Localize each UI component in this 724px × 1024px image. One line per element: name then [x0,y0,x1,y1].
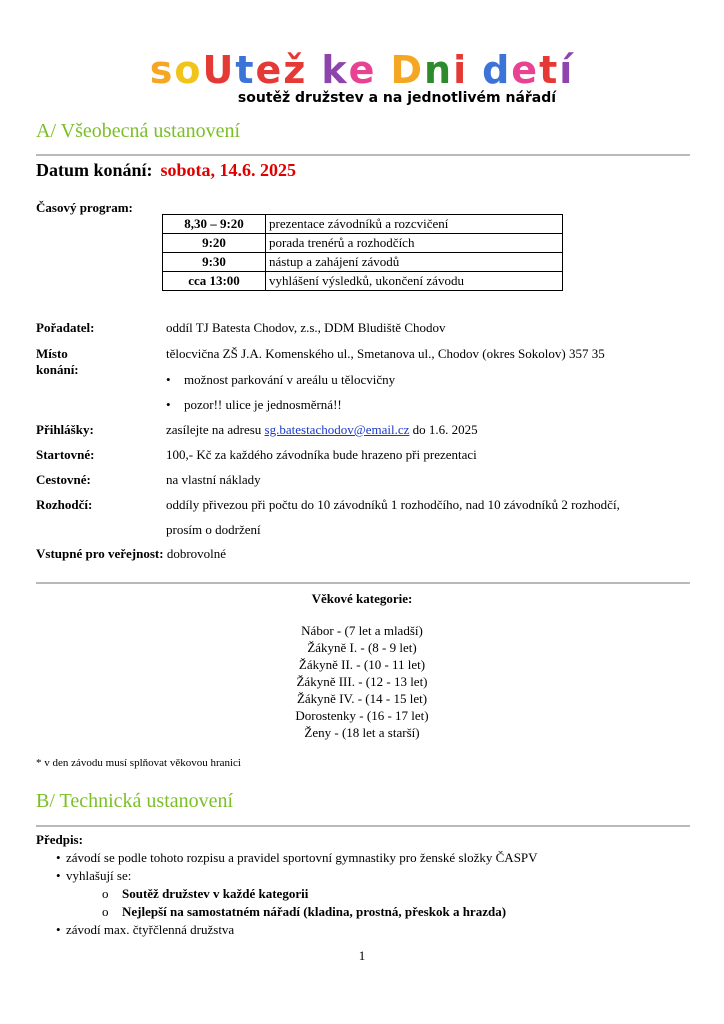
logo-title [0,50,724,90]
table-row [163,272,563,291]
bullet-icon: • [56,850,61,865]
admission-row [36,546,226,562]
rules-label: Předpis: [36,832,83,847]
event-logo [0,50,724,106]
section-b-title: B/ Technická ustanovení [36,790,234,812]
organizer-label: Pořadatel: [36,320,95,335]
admission-value: dobrovolné [166,546,227,561]
schedule-time: cca 13:00 [163,272,266,291]
entry-fee-label: Startovné: [36,447,95,462]
organizer-value: oddíl TJ Batesta Chodov, z.s., DDM Bludiště Chodov [166,320,446,335]
event-date-row [36,160,296,181]
bullet-icon: • [56,922,61,937]
registration-email-link[interactable]: sg.batestachodov@email.cz [264,422,410,437]
logo-letter: D [390,48,424,92]
bullet-icon: • [166,372,171,387]
logo-letter: t [235,48,256,92]
schedule-table [162,214,563,291]
list-item: Žákyně II. - (10 - 11 let) [298,657,426,672]
logo-letter: k [321,48,349,92]
venue-bullet-oneway: • pozor!! ulice je jednosměrná!! [166,397,342,412]
categories-title: Věkové kategorie: [311,591,413,606]
circle-bullet-icon: o [102,886,109,901]
logo-letter: t [539,48,560,92]
date-label: Datum konání: [36,160,153,180]
list-item: Žákyně III. - (12 - 13 let) [296,674,428,689]
logo-letter: s [149,48,175,92]
logo-letter: o [174,48,203,92]
list-item: Žákyně I. - (8 - 9 let) [307,640,417,655]
logo-letter: e [255,48,284,92]
categories-list [0,622,724,741]
judges-value: oddíly přivezou při počtu do 10 závodníků 1 rozhodčího, nad 10 závodníků 2 rozhodčí, [166,497,620,512]
list-item: Žákyně IV. - (14 - 15 let) [296,691,428,706]
document-page: soUtež ke Dni detí soutěž družstev a na jednotlivém nářadí A/ Všeobecná ustanovení Datum konání: sobota, 14.6. 2025 Časový program: 8,30 – 9:20 prezentace závodníků a rozcvičení 9:20 porada trenérů a rozhodčích 9:30 nástup a zahájení závodů cca 13:00 vyhlášení výsledků, ukončení závodu Pořadatel: oddíl TJ Batesta Chodov, z.s., DDM Bludiště Chodov Místo konání: tělocvična ZŠ J.A. Komenského ul., Smetanova ul., Chodov (okres Sokolov) 357 35 • možnost parkování v areálu u tělocvičny • pozor!! ulice je jednosměrná!! Přihlášky: zasílejte na adresu sg.batestachodov@email.cz do 1.6. 2025 Startovné: 100,- Kč za každého závodníka bude hrazeno při prezentaci Cestovné: na vlastní náklady Rozhodčí: oddíly přivezou při počtu do 10 závodníků 1 rozhodčího, nad 10 závodníků 2 rozhodčí, prosím o dodržení Vstupné pro veřejnost: dobrovolné Věkové kategorie: Nábor - (7 let a mladší) Žákyně I. - (8 - 9 let) Žákyně II. - (10 - 11 let) Žákyně III. - (12 - 13 let) Žákyně IV. - (14 - 15 let) Dorostenky - (16 - 17 let) Ženy - (18 let a starší) * v den závodu musí splňovat věkovou hranici B/ Technická ustanovení Předpis: • závodí se podle tohoto rozpisu a pravidel sportovní gymnastiky pro ženské složky ČASPV • vyhlašují se: o Soutěž družstev v každé kategorii o Nejlepší na samostatném nářadí (kladina, prostná, přeskok a hrazda) • závodí max. čtyřčlenná družstva 1 [0,0,724,1024]
venue-value: tělocvična ZŠ J.A. Komenského ul., Smetanova ul., Chodov (okres Sokolov) 357 35 [166,346,605,361]
table-row [163,234,563,253]
travel-cost-value: na vlastní náklady [166,472,261,487]
list-item: Dorostenky - (16 - 17 let) [295,708,429,723]
logo-letter: e [348,48,377,92]
logo-letter: U [202,48,236,92]
venue-bullet-parking: • možnost parkování v areálu u tělocvičny [166,372,396,387]
bullet-icon: • [56,868,61,883]
judges-label: Rozhodčí: [36,497,93,512]
list-item: Nábor - (7 let a mladší) [301,623,423,638]
logo-letter: e [511,48,540,92]
sub-list-item: o Soutěž družstev v každé kategorii [102,886,309,901]
judges-value-cont: prosím o dodržení [166,522,261,537]
program-label: Časový program: [36,200,133,215]
logo-letter: n [424,48,454,92]
travel-cost-label: Cestovné: [36,472,91,487]
rules-list [36,849,538,939]
schedule-description: prezentace závodníků a rozcvičení [266,215,563,234]
list-item: • závodí max. čtyřčlenná družstva [56,922,235,937]
schedule-time: 8,30 – 9:20 [163,215,266,234]
schedule-description: porada trenérů a rozhodčích [266,234,563,253]
schedule-description: vyhlášení výsledků, ukončení závodu [266,272,563,291]
section-a-title: A/ Všeobecná ustanovení [36,120,241,142]
list-item: • vyhlašují se: [56,868,132,883]
schedule-time: 9:20 [163,234,266,253]
divider [36,582,690,584]
logo-letter: d [482,48,512,92]
date-value: sobota, 14.6. 2025 [160,160,297,180]
list-item: • závodí se podle tohoto rozpisu a pravidel sportovní gymnastiky pro ženské složky ČASPV [56,850,538,865]
logo-letter: i [453,48,469,92]
age-note: * v den závodu musí splňovat věkovou hranici [36,757,241,769]
table-row [163,253,563,272]
schedule-time: 9:30 [163,253,266,272]
bullet-icon: • [166,397,171,412]
schedule-description: nástup a zahájení závodů [266,253,563,272]
divider [36,825,690,827]
logo-letter: í [559,48,575,92]
page-number: 1 [358,948,366,963]
registration-label: Přihlášky: [36,422,94,437]
divider [36,154,690,156]
table-row [163,215,563,234]
circle-bullet-icon: o [102,904,109,919]
logo-letter: ž [283,48,308,92]
list-item: Ženy - (18 let a starší) [304,725,420,740]
logo-subtitle: soutěž družstev a na jednotlivém nářadí [237,90,557,106]
sub-list-item: o Nejlepší na samostatném nářadí (kladina, prostná, přeskok a hrazda) [102,904,507,919]
venue-label: Místo konání: [36,346,79,377]
admission-label: Vstupné pro veřejnost: [36,546,164,561]
entry-fee-value: 100,- Kč za každého závodníka bude hrazeno při prezentaci [166,447,477,462]
